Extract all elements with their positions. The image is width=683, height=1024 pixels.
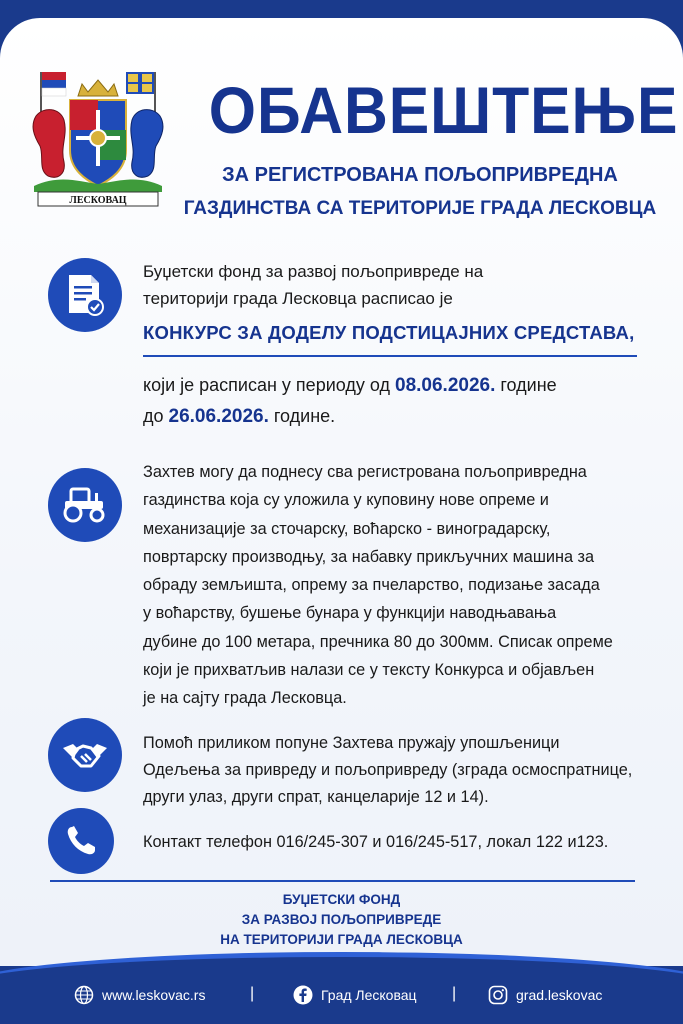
section2-line-5: обраду земљишта, опрему за пчеларство, подизање засада xyxy=(143,576,600,595)
date-to: 26.06.2026. xyxy=(168,406,269,427)
footer-org-line-3: НА ТЕРИТОРИЈИ ГРАДА ЛЕСКОВЦА xyxy=(220,932,463,947)
phone-icon xyxy=(48,808,114,874)
instagram-text: grad.leskovac xyxy=(516,987,603,1003)
period-line-2 xyxy=(143,401,643,432)
section2-line-9: је на сајту града Лесковца. xyxy=(143,689,347,708)
instagram-link[interactable] xyxy=(488,985,602,1005)
subtitle-line-2: ГАЗДИНСТВА СА ТЕРИТОРИЈЕ ГРАДА ЛЕСКОВЦА xyxy=(183,198,657,219)
website-link[interactable] xyxy=(74,985,205,1005)
tractor-icon xyxy=(48,468,122,542)
section1-intro xyxy=(143,258,643,312)
section2-line-8: који је прихватљив налази се у тексту Конкурса и објављен xyxy=(143,661,595,680)
facebook-text: Град Лесковац xyxy=(321,987,417,1003)
date-from: 08.06.2026. xyxy=(395,375,496,396)
section3-line-1: Помоћ приликом попуне Захтева пружају упошљеници xyxy=(143,734,560,752)
section3-line-3: други улаз, други спрат, канцеларије 12 и 14). xyxy=(143,788,489,806)
handshake-icon xyxy=(48,718,122,792)
period-prefix: који је расписан у периоду од xyxy=(143,375,395,395)
footer-org-line-1: БУЏЕТСКИ ФОНД xyxy=(282,892,401,907)
globe-icon xyxy=(74,985,94,1005)
facebook-icon xyxy=(293,985,313,1005)
section1-line-2: територији града Лесковца расписао је xyxy=(143,289,453,308)
section1-period xyxy=(143,370,643,432)
crest-label: ЛЕСКОВАЦ xyxy=(69,195,127,206)
section2-line-1: Захтев могу да поднесу сва регистрована пољопривредна xyxy=(143,463,587,481)
subtitle-line-1: ЗА РЕГИСТРОВАНА ПОЉОПРИВРЕДНА xyxy=(222,164,618,186)
footer-divider xyxy=(50,880,635,882)
period-suffix: године. xyxy=(268,406,336,426)
konkurs-underline xyxy=(143,355,637,357)
leskovac-coat-of-arms-icon xyxy=(30,66,166,210)
section3-text xyxy=(143,730,643,811)
document-check-icon xyxy=(48,258,122,332)
period-do: до xyxy=(143,406,169,426)
section2-line-7: дубине до 100 метара, пречника 80 до 300мм. Списак опреме xyxy=(143,632,613,651)
page-title: ОБАВЕШТЕЊЕ xyxy=(208,73,679,147)
facebook-link[interactable] xyxy=(293,985,417,1005)
section2-line-3: механизације за сточарску, воћарско - виноградарску, xyxy=(143,519,551,538)
separator-2: | xyxy=(452,985,457,1002)
section2-line-4: повртарску производњу, за набавку прикључних машина за xyxy=(143,547,595,566)
konkurs-heading: КОНКУРС ЗА ДОДЕЛУ ПОДСТИЦАЈНИХ СРЕДСТАВА, xyxy=(143,322,635,343)
section1-line-1: Буџетски фонд за развој пољопривреде на xyxy=(143,262,484,281)
period-mid: године xyxy=(495,375,557,395)
section2-line-6: у воћарству, бушење бунара у функцији наводњавања xyxy=(143,604,557,623)
website-text: www.leskovac.rs xyxy=(102,987,206,1003)
contact-phone-text: Контакт телефон 016/245-307 и 016/245-517, локал 122 и123. xyxy=(143,833,609,851)
instagram-icon xyxy=(488,985,508,1005)
footer-org-line-2: ЗА РАЗВОЈ ПОЉОПРИВРЕДЕ xyxy=(241,912,442,927)
separator-1: | xyxy=(250,985,255,1002)
section2-text xyxy=(143,458,643,713)
period-line-1 xyxy=(143,370,643,401)
section2-line-2: газдинства која су уложила у куповину нове опреме и xyxy=(143,491,549,510)
section3-line-2: Одељења за привреду и пољопривреду (зграда осмоспратнице, xyxy=(143,761,633,779)
